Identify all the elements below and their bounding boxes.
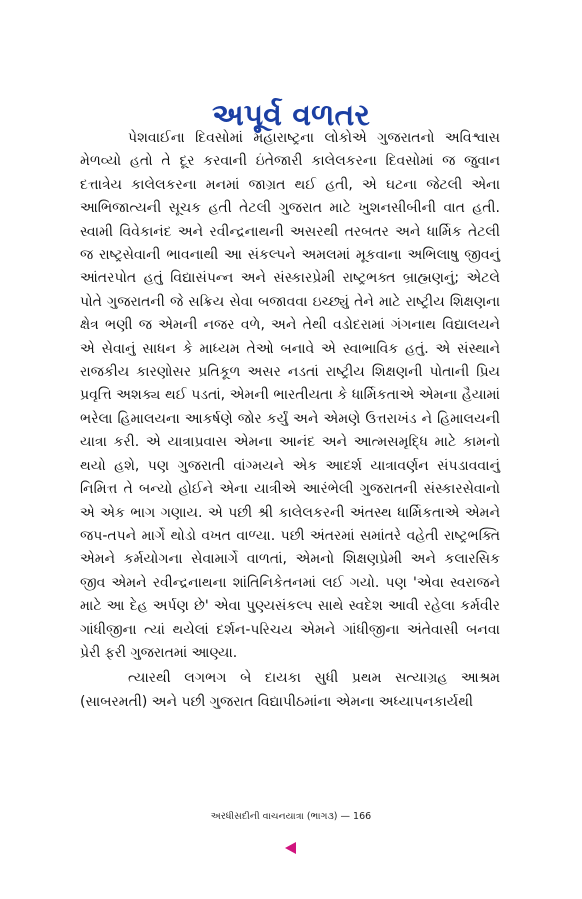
paragraph-1: પેશવાઈના દિવસોમાં મહારાષ્ટ્રના લોકોએ ગુજરાતનો અવિશ્વાસ મેળવ્યો હતો તે દૂર કરવાની ઇંતેજારી કાલેલકરના દિવસોમાં જ જુવાન દત્તાત્રેય કાલેલકરના મનમાં જાગ્રત થઈ હતી, એ ઘટના જેટલી એના આભિજાત્યની સૂચક હતી તેટલી ગુજરાત માટે ખુશનસીબીની વાત હતી. સ્વામી વિવેકાનંદ અને રવીન્દ્રનાથની અસરથી તરબતર અને ધાર્મિક તેટલી જ રાષ્ટ્રસેવાની ભાવનાથી આ સંકલ્પને અમલમાં મૂકવાના અભિલાષુ જીવનું આંતરપોત હતું વિદ્યાસંપન્ન અને સંસ્કારપ્રેમી રાષ્ટ્રભક્ત બ્રાહ્મણનું; એટલે પોતે ગુજરાતની જે સક્રિય સેવા બજાવવા ઇચ્છ્યું તેને માટે રાષ્ટ્રીય શિક્ષણના ક્ષેત્ર ભણી જ એમની નજર વળે, અને તેથી વડોદરામાં ગંગનાથ વિદ્યાલયને એ સેવાનું સાધન કે માધ્યમ તેઓ બનાવે એ સ્વાભાવિક હતું. એ સંસ્થાને રાજકીય કારણોસર પ્રતિકૂળ અસર નડતાં રાષ્ટ્રીય શિક્ષણની પોતાની પ્રિય પ્રવૃત્તિ અશક્ય થઈ પડતાં, એમની ભારતીયતા કે ધાર્મિકતાએ એમના હૈયામાં ભરેલા હિમાલયના આકર્ષણે જોર કર્યું અને એમણે ઉત્તરાખંડ ને હિમાલયની યાત્રા કરી. એ યાત્રાપ્રવાસ એમના આનંદ અને આત્મસમૃદ્ધિ માટે કામનો થયો હશે, પણ ગુજરાતી વાંગ્મયને એક આદર્શ યાત્રાવર્ણન સંપડાવવાનું નિમિત્ત તે બન્યો હોઈને એના યાત્રીએ આરંભેલી ગુજરાતની સંસ્કારસેવાનો એ એક ભાગ ગણાય. એ પછી શ્રી કાલેલકરની અંતસ્થ ધાર્મિકતાએ એમને જપ-તપને માર્ગે થોડો વખત વાળ્યા. પછી અંતરમાં સમાંતરે વહેતી રાષ્ટ્રભક્તિ એમને કર્મયોગના સેવામાર્ગે વાળતાં, એમનો શિક્ષણપ્રેમી અને કલારસિક જીવ એમને રવીન્દ્રનાથના શાંતિનિકેતનમાં લઈ ગયો. પણ 'એવા સ્વરાજને માટે આ દેહ અર્પણ છે' એવા પુણ્યસંકલ્પ સાથે સ્વદેશ આવી રહેલા કર્મવીર ગાંધીજીના ત્યાં થયેલાં દર્શન-પરિચય એમને ગાંધીજીના અંતેવાસી બનવા પ્રેરી ફરી ગુજરાતમાં આણ્યા.: [80, 130, 500, 661]
page-footer: અરધીસદીની વાચનયાત્રા (ભાગ૩) — 166: [210, 811, 372, 822]
page-title: અપૂર્વ વળતર: [212, 98, 370, 134]
paragraph-2: ત્યારથી લગભગ બે દાયકા સુધી પ્રથમ સત્યાગ્રહ આશ્રમ (સાબરમતી) અને પછી ગુજરાત વિદ્યાપીઠમાંના એમના અધ્યાપનકાર્યથી: [80, 670, 500, 710]
previous-page-arrow-icon[interactable]: [285, 842, 296, 854]
body-text: [80, 127, 500, 714]
